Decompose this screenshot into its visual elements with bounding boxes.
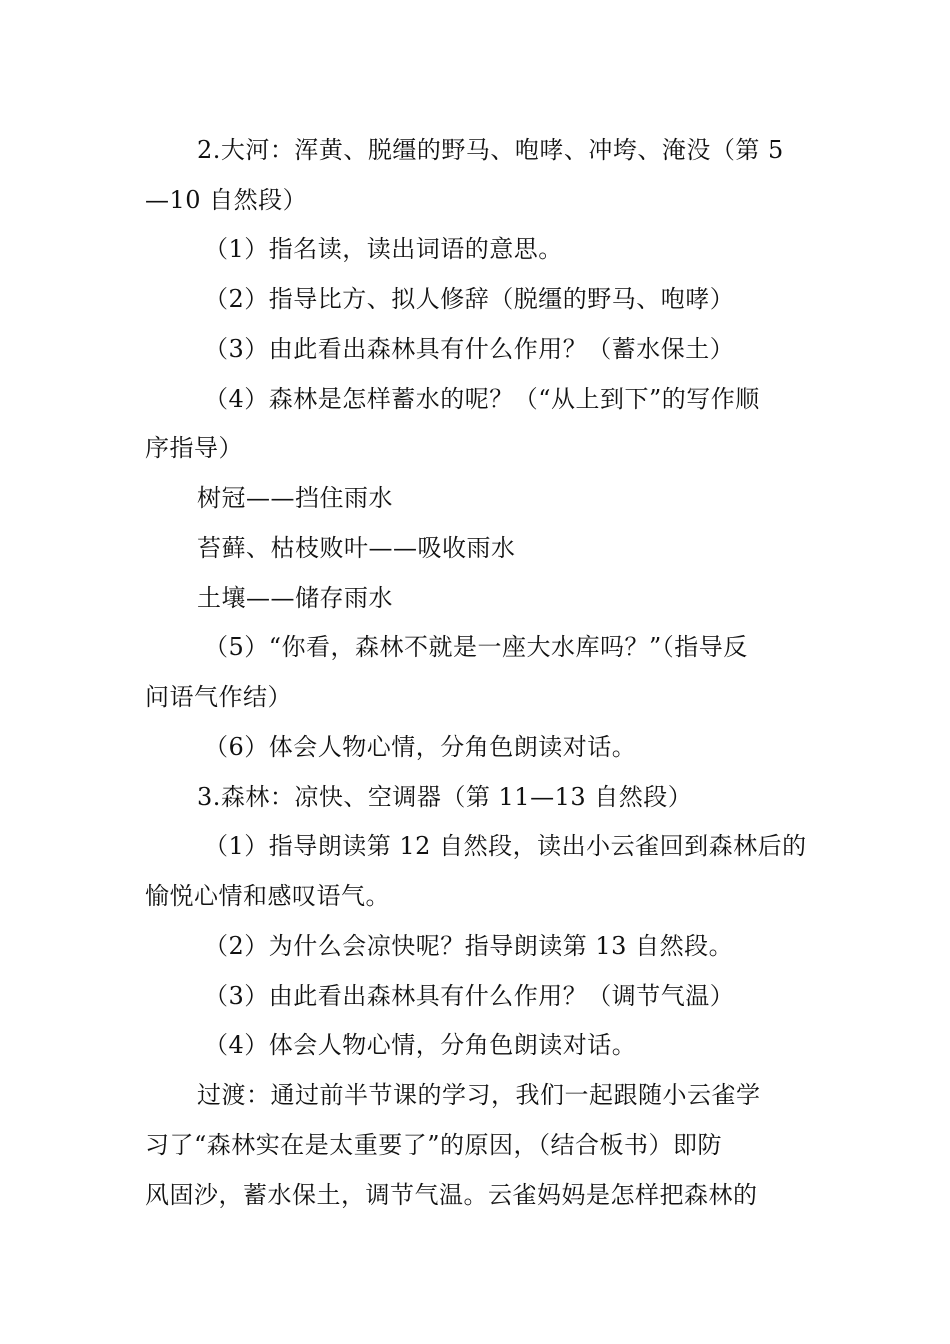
paragraph-line: 2.大河：浑黄、脱缰的野马、咆哮、冲垮、淹没（第 5 xyxy=(197,136,784,164)
paragraph-line: 3.森林：凉快、空调器（第 11—13 自然段） xyxy=(197,783,693,811)
paragraph-line: 习了“森林实在是太重要了”的原因，（结合板书）即防 xyxy=(145,1131,723,1159)
paragraph-line: （3）由此看出森林具有什么作用？（调节气温） xyxy=(204,982,735,1010)
paragraph-line: （3）由此看出森林具有什么作用？（蓄水保土） xyxy=(204,335,735,363)
paragraph-line: （5）“你看，森林不就是一座大水库吗？”（指导反 xyxy=(204,633,748,661)
paragraph-line: （4）体会人物心情，分角色朗读对话。 xyxy=(204,1031,637,1059)
paragraph-line: 苔藓、枯枝败叶——吸收雨水 xyxy=(197,534,516,562)
paragraph-line: （1）指导朗读第 12 自然段，读出小云雀回到森林后的 xyxy=(204,832,807,860)
paragraph-line: 问语气作结） xyxy=(145,683,292,711)
paragraph-line: （4）森林是怎样蓄水的呢？（“从上到下”的写作顺 xyxy=(204,385,760,413)
paragraph-line: 序指导） xyxy=(145,434,243,462)
paragraph-line: （6）体会人物心情，分角色朗读对话。 xyxy=(204,733,637,761)
paragraph-line: 过渡：通过前半节课的学习，我们一起跟随小云雀学 xyxy=(197,1081,761,1109)
paragraph-line: （1）指名读，读出词语的意思。 xyxy=(204,235,563,263)
paragraph-line: （2）为什么会凉快呢？指导朗读第 13 自然段。 xyxy=(204,932,734,960)
paragraph-line: —10 自然段） xyxy=(145,186,308,214)
paragraph-line: 土壤——储存雨水 xyxy=(197,584,393,612)
paragraph-line: 风固沙，蓄水保土，调节气温。云雀妈妈是怎样把森林的 xyxy=(145,1181,758,1209)
paragraph-line: （2）指导比方、拟人修辞（脱缰的野马、咆哮） xyxy=(204,285,735,313)
paragraph-line: 树冠——挡住雨水 xyxy=(197,484,393,512)
paragraph-line: 愉悦心情和感叹语气。 xyxy=(145,882,390,910)
